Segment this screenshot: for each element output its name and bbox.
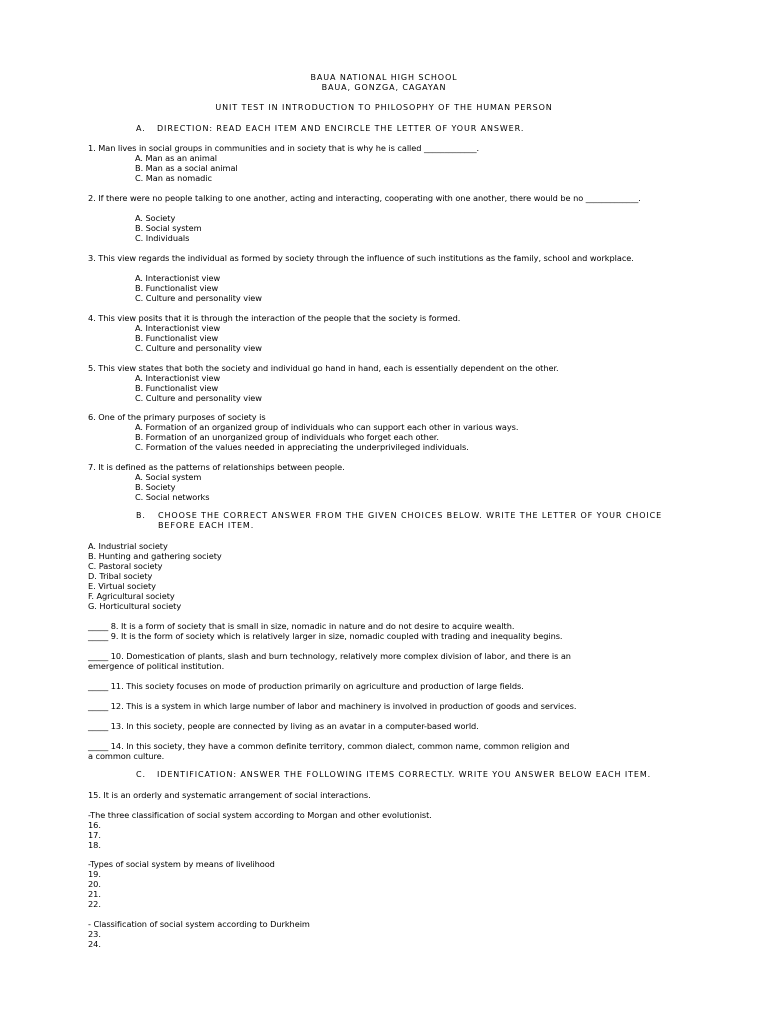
section-a-letter: A. [136, 124, 146, 133]
choice-b-g: G. Horticultural society [88, 601, 182, 611]
item-21: 21. [88, 889, 101, 899]
item-15: 15. It is an orderly and systematic arrangement of social interactions. [88, 790, 371, 800]
group-durkheim-label: - Classification of social system according to Durkheim [88, 919, 310, 929]
item-20: 20. [88, 879, 101, 889]
group-morgan-label: -The three classification of social system according to Morgan and other evolutionist. [88, 810, 432, 820]
q6-choice-c: C. Formation of the values needed in appreciating the underprivileged individuals. [135, 442, 469, 452]
item-17: 17. [88, 830, 101, 840]
q5-choice-a: A. Interactionist view [135, 373, 221, 383]
choice-b-f: F. Agricultural society [88, 591, 175, 601]
q5-choice-b: B. Functionalist view [135, 383, 219, 393]
item-14-line2: a common culture. [88, 751, 165, 761]
item-10-line1: _____ 10. Domestication of plants, slash and burn technology, relatively more complex division of labor, and there is an [88, 651, 571, 661]
q4-choice-a: A. Interactionist view [135, 323, 221, 333]
q7-choice-a: A. Social system [135, 472, 202, 482]
school-name: BAUA NATIONAL HIGH SCHOOL [310, 73, 458, 82]
q5-choice-c: C. Culture and personality view [135, 393, 262, 403]
q7-choice-c: C. Social networks [135, 492, 210, 502]
section-a-direction: DIRECTION: READ EACH ITEM AND ENCIRCLE THE LETTER OF YOUR ANSWER. [157, 124, 525, 133]
question-7: 7. It is defined as the patterns of relationships between people. [88, 462, 345, 472]
item-12: _____ 12. This is a system in which large number of labor and machinery is involved in production of goods and services. [88, 701, 577, 711]
item-19: 19. [88, 869, 101, 879]
item-16: 16. [88, 820, 101, 830]
q3-choice-b: B. Functionalist view [135, 283, 219, 293]
item-22: 22. [88, 899, 101, 909]
question-4: 4. This view posits that it is through the interaction of the people that the society is formed. [88, 313, 461, 323]
question-3: 3. This view regards the individual as formed by society through the influence of such institutions as the family, school and workplace. [88, 253, 634, 263]
section-c-direction: IDENTIFICATION: ANSWER THE FOLLOWING ITEMS CORRECTLY. WRITE YOU ANSWER BELOW EACH ITEM. [157, 770, 652, 779]
q2-choice-a: A. Society [135, 213, 176, 223]
choice-b-a: A. Industrial society [88, 541, 168, 551]
item-18: 18. [88, 840, 101, 850]
q4-choice-c: C. Culture and personality view [135, 343, 262, 353]
item-14-line1: _____ 14. In this society, they have a common definite territory, common dialect, common name, common religion and [88, 741, 570, 751]
item-23: 23. [88, 929, 101, 939]
section-c-letter: C. [136, 770, 146, 779]
item-24: 24. [88, 939, 101, 949]
question-6: 6. One of the primary purposes of society is [88, 412, 266, 422]
q4-choice-b: B. Functionalist view [135, 333, 219, 343]
item-10-line2: emergence of political institution. [88, 661, 225, 671]
item-13: _____ 13. In this society, people are connected by living as an avatar in a computer-based world. [88, 721, 479, 731]
q2-choice-b: B. Social system [135, 223, 202, 233]
question-2: 2. If there were no people talking to one another, acting and interacting, cooperating with one another, there would be no _____________. [88, 193, 641, 203]
section-b-direction-line1: CHOOSE THE CORRECT ANSWER FROM THE GIVEN CHOICES BELOW. WRITE THE LETTER OF YOUR CHOICE [158, 511, 663, 520]
question-5: 5. This view states that both the society and individual go hand in hand, each is essentially dependent on the other. [88, 363, 559, 373]
item-9: _____ 9. It is the form of society which is relatively larger in size, nomadic coupled with trading and inequality begins. [88, 631, 563, 641]
test-title: UNIT TEST IN INTRODUCTION TO PHILOSOPHY OF THE HUMAN PERSON [215, 103, 553, 112]
choice-b-e: E. Virtual society [88, 581, 156, 591]
q3-choice-c: C. Culture and personality view [135, 293, 262, 303]
q3-choice-a: A. Interactionist view [135, 273, 221, 283]
item-11: _____ 11. This society focuses on mode of production primarily on agriculture and production of large fields. [88, 681, 524, 691]
section-b-direction-line2: BEFORE EACH ITEM. [158, 521, 255, 530]
q7-choice-b: B. Society [135, 482, 176, 492]
q1-choice-a: A. Man as an animal [135, 153, 218, 163]
q1-choice-c: C. Man as nomadic [135, 173, 212, 183]
q1-choice-b: B. Man as a social animal [135, 163, 238, 173]
q6-choice-a: A. Formation of an organized group of individuals who can support each other in various ways. [135, 422, 519, 432]
choice-b-d: D. Tribal society [88, 571, 153, 581]
item-8: _____ 8. It is a form of society that is small in size, nomadic in nature and do not desire to acquire wealth. [88, 621, 515, 631]
school-address: BAUA, GONZGA, CAGAYAN [321, 83, 447, 92]
question-1: 1. Man lives in social groups in communities and in society that is why he is called _____________. [88, 143, 480, 153]
q2-choice-c: C. Individuals [135, 233, 190, 243]
q6-choice-b: B. Formation of an unorganized group of individuals who forget each other. [135, 432, 439, 442]
section-b-letter: B. [136, 511, 146, 520]
choice-b-b: B. Hunting and gathering society [88, 551, 222, 561]
group-livelihood-label: -Types of social system by means of livelihood [88, 859, 275, 869]
choice-b-c: C. Pastoral society [88, 561, 163, 571]
